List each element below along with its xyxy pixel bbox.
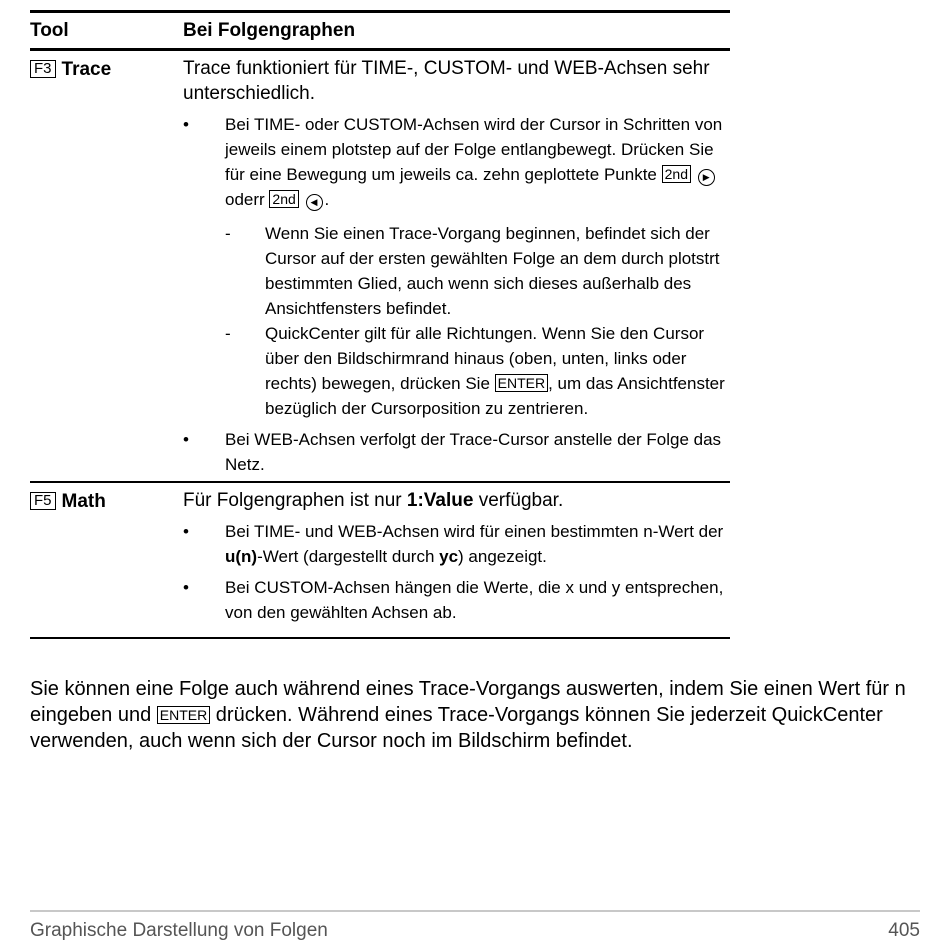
f3-key-icon: F3: [30, 60, 56, 78]
intro-text-tail: verfügbar.: [473, 490, 564, 511]
sub-text-tail: , um das Ansichtfenster bezüglich der Cursorposition zu zentrieren.: [265, 374, 725, 418]
paragraph-text-tail: drücken. Während eines Trace-Vorgangs können Sie jederzeit QuickCenter verwenden, auch wenn sich der Cursor noch im Bildschirm befindet.: [30, 704, 883, 752]
trace-tool-cell: [30, 51, 183, 481]
bullet-text-mid: -Wert (dargestellt durch: [257, 547, 440, 566]
enter-key-icon: ENTER: [157, 706, 210, 724]
yc-term: yc: [439, 547, 459, 566]
math-description: [183, 483, 730, 637]
table-row-trace: [30, 51, 730, 483]
bullet-text-tail: ) angezeigt.: [458, 547, 547, 566]
list-item: [183, 427, 730, 477]
list-item: [225, 221, 730, 321]
body-paragraph: [30, 676, 930, 754]
header-tool: Tool: [30, 19, 69, 41]
footer-divider: [30, 910, 920, 912]
dash-mark: -: [225, 224, 231, 243]
paragraph-text: Sie können eine Folge auch während eines Trace-Vorgangs auswerten, indem Sie einen Wert für n eingeben und: [30, 678, 906, 726]
f5-key-icon: F5: [30, 492, 56, 510]
math-tool-cell: [30, 483, 183, 637]
trace-label: Trace: [61, 59, 112, 80]
bullet-text: Bei CUSTOM-Achsen hängen die Werte, die x und y entsprechen, von den gewählten Achsen ab.: [225, 578, 724, 622]
enter-key-icon: ENTER: [495, 374, 548, 392]
bullet-text: Bei TIME- oder CUSTOM-Achsen wird der Cursor in Schritten von jeweils einem plotstep auf der Folge entlangbewegt. Drücken Sie für eine Bewegung um jeweils ca. zehn geplottete Punkte: [225, 115, 723, 184]
trace-intro: Trace funktioniert für TIME-, CUSTOM- und WEB-Achsen sehr unterschiedlich.: [183, 58, 710, 104]
footer-title: Graphische Darstellung von Folgen: [30, 920, 328, 941]
dash-mark: -: [225, 324, 231, 343]
period-text: .: [324, 190, 330, 209]
table-header: [30, 10, 730, 51]
value-menu-item: 1:Value: [406, 490, 474, 511]
right-arrow-icon: ▶: [698, 169, 715, 186]
page-footer: [30, 920, 920, 942]
page-number: 405: [888, 920, 920, 941]
trace-description: [183, 51, 730, 481]
bullet-text: Bei WEB-Achsen verfolgt der Trace-Cursor anstelle der Folge das Netz.: [225, 430, 722, 474]
list-item: [183, 575, 730, 625]
left-arrow-icon: ◀: [306, 194, 323, 211]
bullet-mark: •: [183, 578, 189, 597]
table-row-math: [30, 483, 730, 639]
bullet-text: Bei TIME- und WEB-Achsen wird für einen bestimmten n-Wert der: [225, 522, 724, 541]
list-item: [183, 112, 730, 212]
intro-text: Für Folgengraphen ist nur: [183, 490, 407, 511]
bullet-mark: •: [183, 115, 189, 134]
list-item: [225, 321, 730, 421]
oder-text: oderr: [225, 190, 265, 209]
sub-text: QuickCenter gilt für alle Richtungen. Wenn Sie den Cursor über den Bildschirmrand hinaus (oben, unten, links oder rechts) bewegen, drücken Sie: [265, 324, 705, 393]
2nd-key-icon: 2nd: [662, 165, 691, 183]
2nd-key-icon: 2nd: [269, 190, 298, 208]
math-intro: [183, 488, 730, 513]
un-term: u(n): [225, 547, 258, 566]
math-label: Math: [61, 491, 106, 512]
tool-table: [30, 10, 730, 639]
bullet-mark: •: [183, 430, 189, 449]
list-item: [183, 519, 730, 569]
bullet-mark: •: [183, 522, 189, 541]
header-folgengraphen: Bei Folgengraphen: [183, 19, 356, 41]
sub-text: Wenn Sie einen Trace-Vorgang beginnen, befindet sich der Cursor auf der ersten gewählten Folge an dem durch plotstrt bestimmten Glied, auch wenn sich dieses außerhalb des Ansichtfensters befindet.: [265, 224, 720, 318]
